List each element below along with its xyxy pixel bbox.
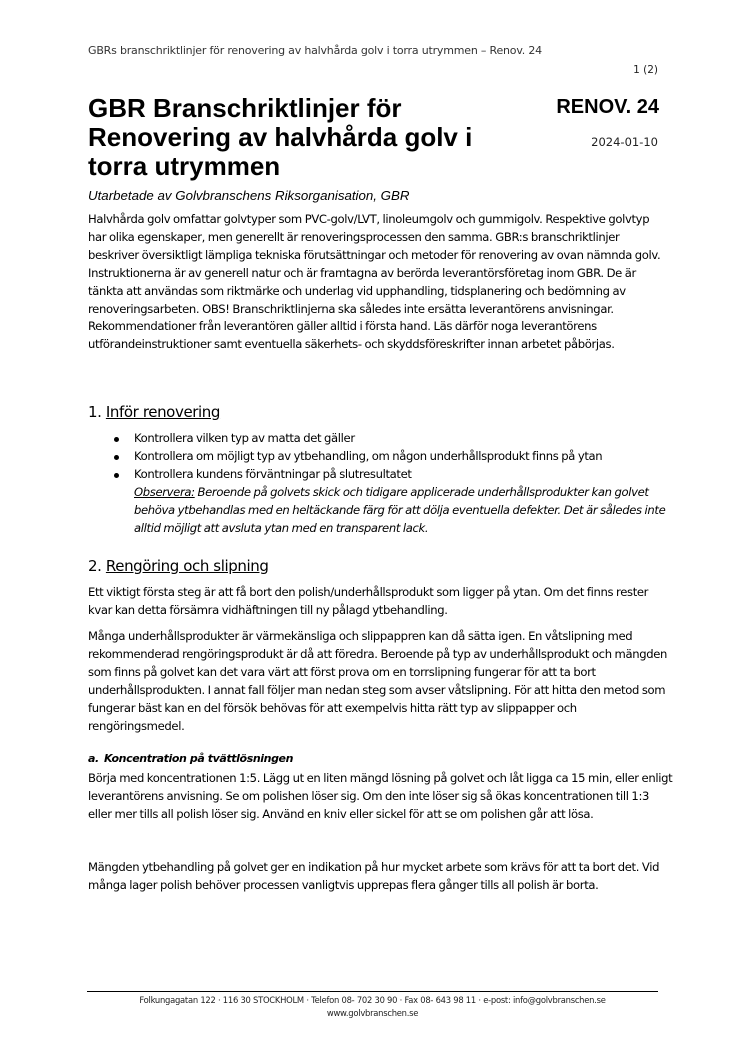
list-item	[88, 466, 668, 538]
section-2-number: 2.	[88, 557, 102, 575]
list-item	[88, 430, 668, 448]
running-header: GBRs branschriktlinjer för renovering av halvhårda golv i torra utrymmen – Renov. 24	[88, 44, 542, 57]
footer-contact: Folkungagatan 122 · 116 30 STOCKHOLM · Telefon 08- 702 30 90 · Fax 08- 643 98 11 · e-post: info@golvbranschen.se	[139, 995, 606, 1005]
subsection-a-letter: a.	[88, 752, 99, 765]
section-2-heading	[88, 557, 268, 575]
section-1-checklist	[88, 430, 668, 537]
section-2-title: Rengöring och slipning	[105, 557, 269, 575]
subsection-a-paragraph: Mängden ytbehandling på golvet ger en indikation på hur mycket arbete som krävs för att ta bort det. Vid många lager polish behöver processen vanligtvis upprepas flera gånger tills all polish är borta.	[88, 860, 660, 892]
subsection-a-heading	[88, 752, 293, 765]
section-1-heading	[88, 403, 220, 421]
footer-website: www.golvbranschen.se	[326, 1008, 419, 1018]
footer-divider	[87, 991, 658, 992]
document-date: 2024-01-10	[591, 135, 658, 149]
section-1-number: 1.	[88, 403, 102, 421]
note-lead: Observera:	[134, 484, 195, 499]
intro-paragraph: Halvhårda golv omfattar golvtyper som PVC-golv/LVT, linoleumgolv och gummigolv. Respektive golvtyp har olika egenskaper, men generellt är renoveringsprocessen den samma. GBR:s branschriktlinjer beskriver översiktligt lämpliga tekniska förutsättningar och metoder för renovering av ovan nämnda golv. Instruktionerna är av generell natur och är framtagna av berörda leverantörsföretag inom GBR. De är tänkta att användas som riktmärke och underlag vid upphandling, tidsplanering och bedömning av renoveringsarbeten. OBS! Branschriktlinjerna ska således inte ersätta leverantörens anvisningar. Rekommendationer från leverantören gäller alltid i första hand. Läs därför noga leverantörens utförandeinstruktioner samt eventuella säkerhets- och skyddsföreskrifter innan arbetet påbörjas.	[88, 212, 661, 352]
subsection-a-title: Koncentration på tvättlösningen	[104, 752, 294, 765]
bullet-icon	[114, 437, 119, 442]
page-number: 1 (2)	[633, 64, 658, 76]
list-item-text: Kontrollera vilken typ av matta det gäller	[134, 431, 355, 445]
section-1-title: Inför renovering	[105, 403, 221, 421]
document-code: RENOV. 24	[556, 96, 659, 118]
subsection-a-paragraph: Börja med koncentrationen 1:5. Lägg ut en liten mängd lösning på golvet och låt ligga ca 15 min, eller enligt leverantörens anvisning. Se om polishen löser sig. Om den inte löser sig så ökas koncentrationen till 1:3 eller mer tills all polish löser sig. Använd en kniv eller sickel för att se om polishen går att lösa.	[88, 771, 673, 821]
note-text: Beroende på golvets skick och tidigare applicerade underhållsprodukter kan golvet behöva ytbehandlas med en heltäckande färg för att dölja eventuella defekter. Det är således inte alltid möjligt att avsluta ytan med en transparent lack.	[134, 484, 666, 535]
bullet-icon	[114, 473, 119, 478]
document-title: GBR Branschriktlinjer för Renovering av halvhårda golv i torra utrymmen	[88, 93, 473, 181]
list-item-text: Kontrollera om möjligt typ av ytbehandling, om någon underhållsprodukt finns på ytan	[134, 448, 603, 463]
bullet-icon	[114, 455, 119, 460]
section-2-paragraph: Ett viktigt första steg är att få bort den polish/underhållsprodukt som ligger på ytan. Om det finns rester kvar kan detta försämra vidhäftningen till ny pålagd ytbehandling.	[88, 585, 649, 617]
list-item	[88, 448, 668, 466]
footer	[87, 994, 658, 1020]
list-item-text: Kontrollera kundens förväntningar på slutresultatet	[134, 466, 412, 481]
section-2-paragraph: Många underhållsprodukter är värmekänsliga och slippappren kan då sätta igen. En våtslipning med rekommenderad rengöringsprodukt är då att föredra. Beroende på typ av underhållsprodukt och mängden som finns på golvet kan det vara värt att först prova om en torrslipning fungerar för att ta bort underhållsprodukten. I annat fall följer man nedan steg som avser våtslipning. För att hitta den metod som fungerar bäst kan en del försök behövas för att exempelvis hitta rätt typ av slippapper och rengöringsmedel.	[88, 629, 668, 733]
observation-note	[134, 484, 668, 538]
document-subtitle: Utarbetade av Golvbranschens Riksorganisation, GBR	[88, 188, 410, 203]
